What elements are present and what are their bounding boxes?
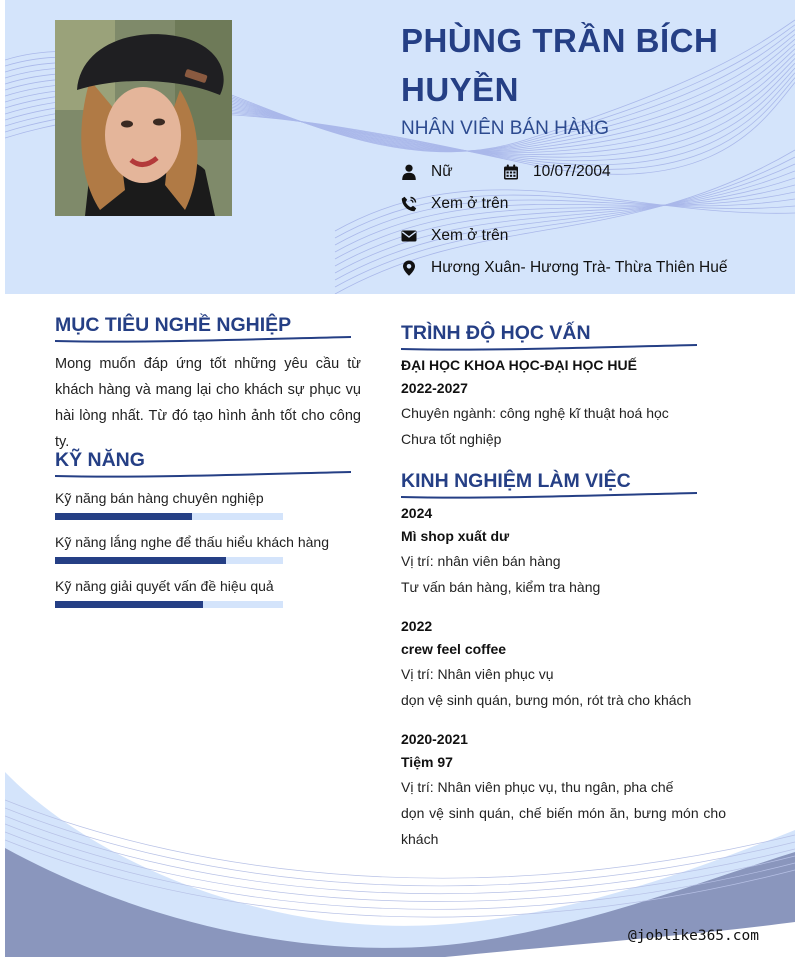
- experience-year: 2024: [401, 505, 433, 521]
- phone-icon: [401, 196, 417, 212]
- experience-position: Vị trí: Nhân viên phục vụ: [401, 666, 554, 682]
- skills-underline: [55, 471, 351, 479]
- gender-row: [401, 161, 453, 183]
- skill-bar: [55, 601, 283, 608]
- objective-underline: [55, 336, 351, 344]
- education-period: 2022-2027: [401, 380, 468, 396]
- experience-position: Vị trí: Nhân viên phục vụ, thu ngân, pha chế: [401, 779, 674, 795]
- skill-label: Kỹ năng lắng nghe để thấu hiểu khách hàng: [55, 534, 330, 550]
- experience-description: Tư vấn bán hàng, kiểm tra hàng: [401, 579, 601, 595]
- email-row: [401, 225, 508, 247]
- skill-bar-fill: [55, 557, 226, 564]
- envelope-icon: [401, 228, 417, 244]
- experience-underline: [401, 492, 697, 500]
- skill-bar-fill: [55, 601, 203, 608]
- education-status: Chưa tốt nghiệp: [401, 431, 502, 447]
- experience-year: 2020-2021: [401, 731, 468, 747]
- job-title: NHÂN VIÊN BÁN HÀNG: [401, 118, 609, 139]
- skill-label: Kỹ năng giải quyết vấn đề hiệu quả: [55, 578, 274, 594]
- person-icon: [401, 164, 417, 180]
- watermark: @joblike365.com: [628, 928, 759, 944]
- experience-description: khách: [401, 831, 439, 847]
- address-value: Hương Xuân- Hương Trà- Thừa Thiên Huế: [431, 259, 728, 276]
- education-title: TRÌNH ĐỘ HỌC VẤN: [401, 322, 591, 344]
- address-row: [401, 257, 727, 279]
- phone-value: Xem ở trên: [431, 195, 509, 212]
- skill-bar: [55, 513, 283, 520]
- skill-label: Kỹ năng bán hàng chuyên nghiệp: [55, 490, 264, 506]
- objective-title: MỤC TIÊU NGHỀ NGHIỆP: [55, 314, 292, 336]
- birthdate-row: [503, 161, 611, 183]
- experience-description: dọn vệ sinh quán, chế biến món ăn, bưng món cho: [401, 805, 726, 821]
- cv-page: [5, 0, 795, 957]
- phone-row: [401, 193, 508, 215]
- experience-company: Mì shop xuất dư: [401, 528, 510, 544]
- location-pin-icon: [401, 260, 417, 276]
- experience-description: dọn vệ sinh quán, bưng món, rót trà cho khách: [401, 692, 692, 708]
- profile-photo: [55, 20, 232, 216]
- email-value: Xem ở trên: [431, 227, 509, 244]
- objective-text: Mong muốn đáp ứng tốt những yêu cầu từ khách hàng và mang lại cho khách sự phục vụ hài lòng nhất. Từ đó tạo hình ảnh tốt cho công ty.: [55, 356, 361, 450]
- calendar-icon: [503, 164, 519, 180]
- skill-bar: [55, 557, 283, 564]
- experience-title: KINH NGHIỆM LÀM VIỆC: [401, 470, 631, 492]
- experience-company: crew feel coffee: [401, 641, 507, 657]
- education-major: Chuyên ngành: công nghệ kĩ thuật hoá học: [401, 405, 669, 421]
- skills-title: KỸ NĂNG: [55, 449, 145, 471]
- experience-position: Vị trí: nhân viên bán hàng: [401, 553, 561, 569]
- birthdate-value: 10/07/2004: [533, 163, 611, 180]
- experience-company: Tiệm 97: [401, 754, 453, 770]
- candidate-name: PHÙNG TRẦN BÍCH HUYỀN: [401, 22, 719, 108]
- gender-value: Nữ: [431, 163, 453, 180]
- skill-bar-fill: [55, 513, 192, 520]
- experience-year: 2022: [401, 618, 433, 634]
- education-school: ĐẠI HỌC KHOA HỌC-ĐẠI HỌC HUẾ: [401, 357, 637, 373]
- education-underline: [401, 344, 697, 352]
